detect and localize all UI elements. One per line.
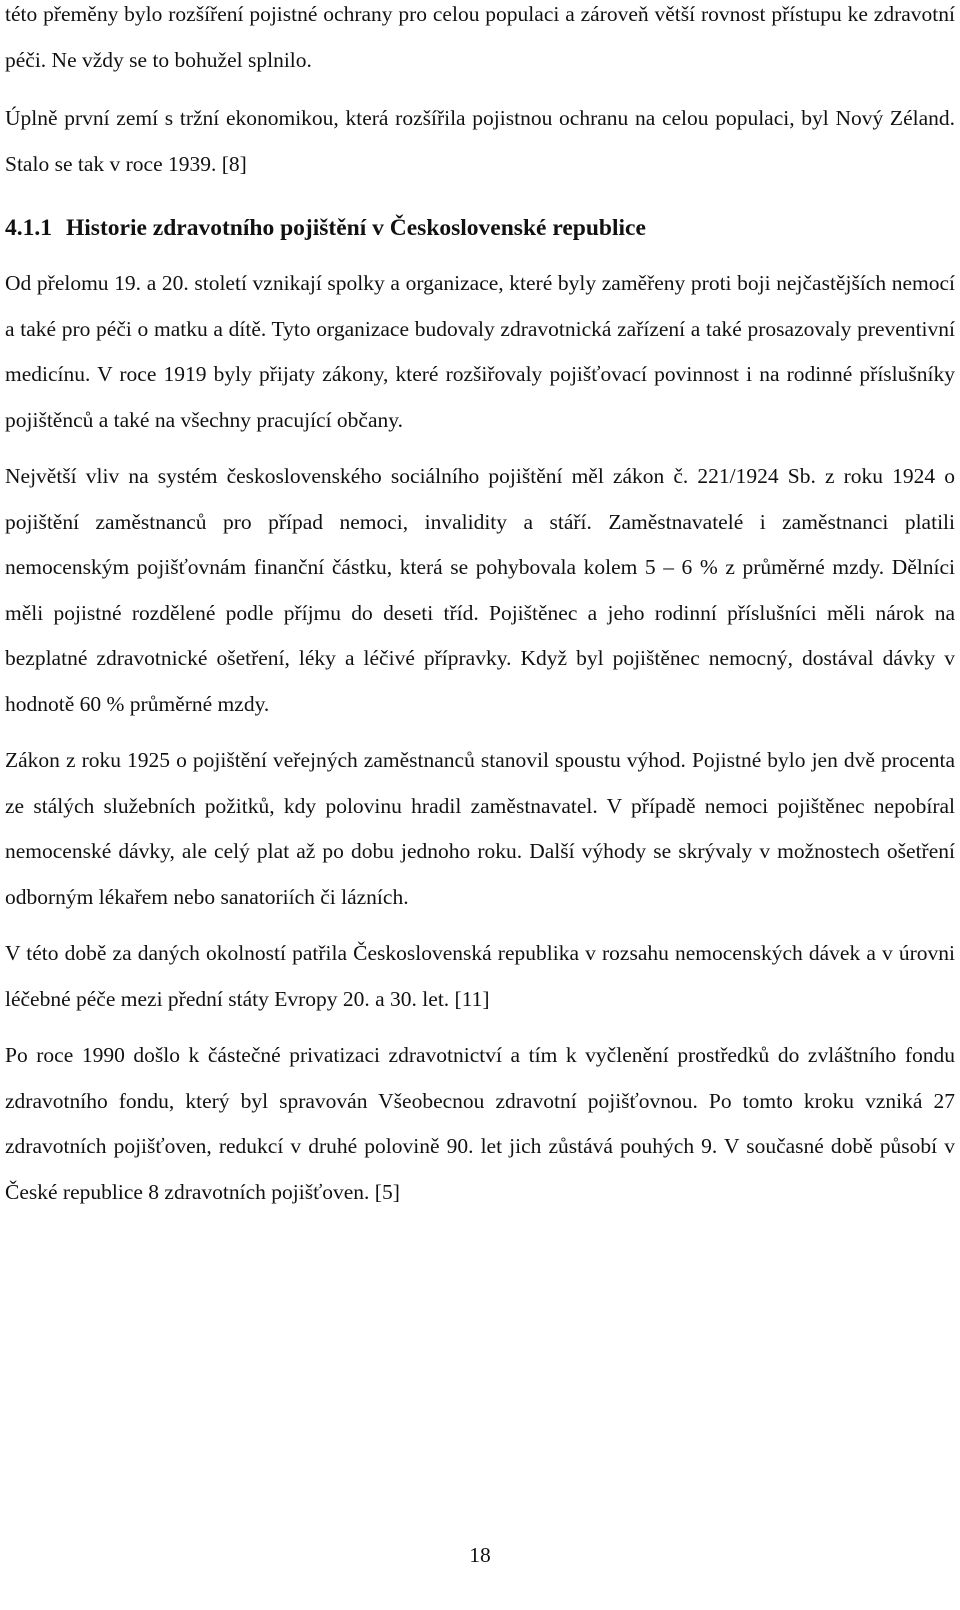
spacer — [5, 443, 955, 454]
paragraph-interwar: V této době za daných okolností patřila Československá republika v rozsahu nemocenských dávek a v úrovni léčebné péče mezi přední státy Evropy 20. a 30. let. [11] — [5, 941, 955, 1011]
paragraph-after-1990: Po roce 1990 došlo k částečné privatizaci zdravotnictví a tím k vyčlenění prostředků do zvláštního fondu zdravotního fondu, který byl spravován Všeobecnou zdravotní pojišťovnou. Po tomto kroku vzniká 27 zdravotních pojišťoven, redukcí v druhé polovině 90. let jich zůstává pouhých 9. V současné době působí v České republice 8 zdravotních pojišťoven. [5] — [5, 1043, 955, 1204]
spacer — [5, 248, 955, 261]
page-content — [5, 0, 955, 1215]
paragraph-law-1925: Zákon z roku 1925 o pojištění veřejných zaměstnanců stanovil spoustu výhod. Pojistné bylo jen dvě procenta ze stálých služebních požitků, kdy polovinu hradil zaměstnavatel. V případě nemoci pojištěnec nepobíral nemocenské dávky, ale celý plat až po dobu jednoho roku. Další výhody se skrývaly v možnostech ošetření odborným lékařem nebo sanatoriích či lázních. — [5, 748, 955, 909]
paragraph-new-zealand: Úplně první zemí s tržní ekonomikou, která rozšířila pojistnou ochranu na celou populaci, byl Nový Zéland. Stalo se tak v roce 1939. [8] — [5, 106, 955, 176]
paragraph-history-1919: Od přelomu 19. a 20. století vznikají spolky a organizace, které byly zaměřeny proti boji nejčastějších nemocí a také pro péči o matku a dítě. Tyto organizace budovaly zdravotnická zařízení a také prosazovaly preventivní medicínu. V roce 1919 byly přijaty zákony, které rozšiřovaly pojišťovací povinnost i na rodinné příslušníky pojištěnců a také na všechny pracující občany. — [5, 271, 955, 432]
section-number: 4.1.1 — [5, 215, 52, 241]
spacer — [5, 920, 955, 931]
paragraph-intro: této přeměny bylo rozšíření pojistné ochrany pro celou populaci a zároveň větší rovnost přístupu ke zdravotní péči. Ne vždy se to bohužel splnilo. — [5, 2, 955, 72]
spacer — [5, 1022, 955, 1033]
paragraph-law-1924: Největší vliv na systém československého sociálního pojištění měl zákon č. 221/1924 Sb. z roku 1924 o pojištění zaměstnanců pro případ nemoci, invalidity a stáří. Zaměstnavatelé i zaměstnanci platili nemocenským pojišťovnám finanční částku, která se pohybovala kolem 5 – 6 % z průměrné mzdy. Dělníci měli pojistné rozdělené podle příjmu do deseti tříd. Pojištěnec a jeho rodinní příslušníci měli nárok na bezplatné zdravotnické ošetření, léky a léčivé přípravky. Když byl pojištěnec nemocný, dostával dávky v hodnotě 60 % průměrné mzdy. — [5, 464, 955, 716]
spacer — [5, 727, 955, 738]
page-number: 18 — [469, 1543, 491, 1567]
section-title: Historie zdravotního pojištění v Československé republice — [66, 215, 646, 241]
section-heading — [5, 208, 955, 248]
